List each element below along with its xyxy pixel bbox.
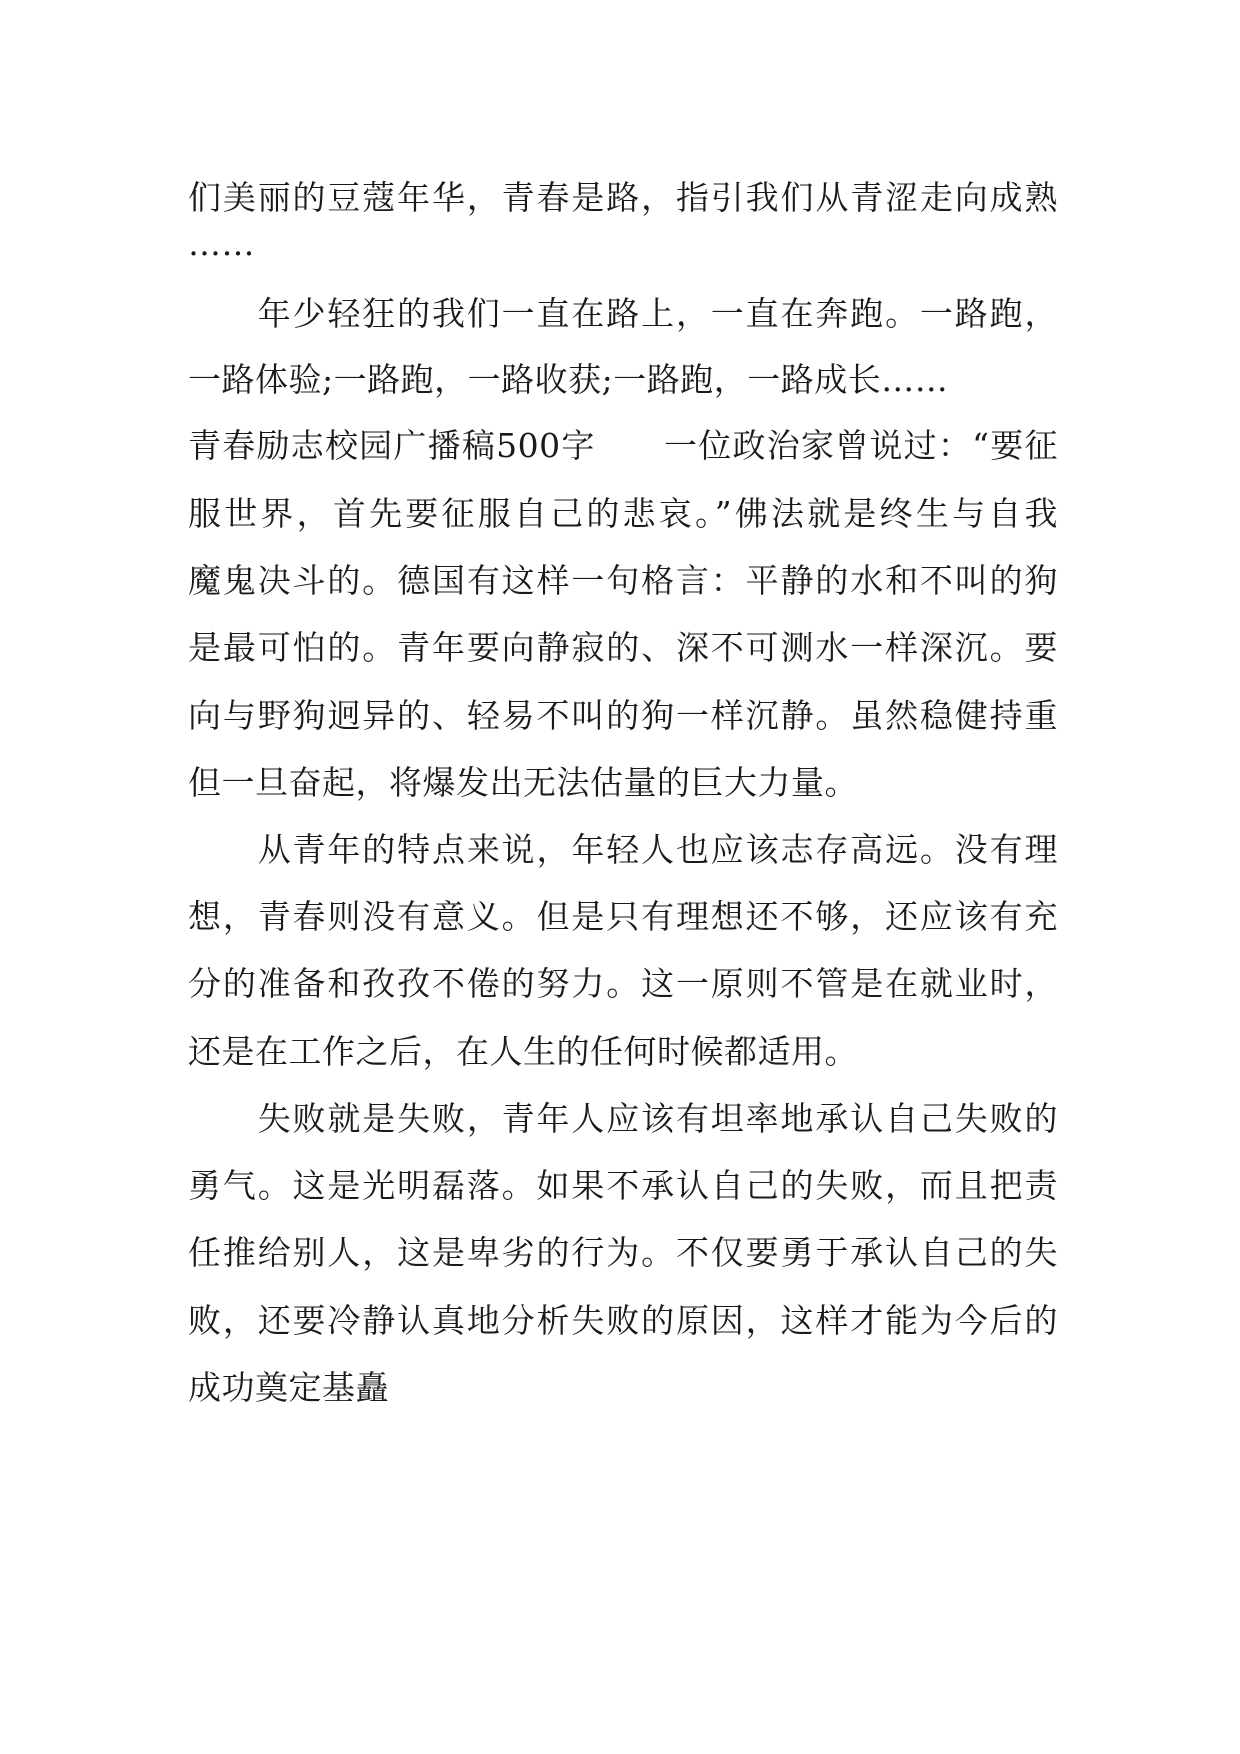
text-line-3: 年少轻狂的我们一直在路上，一直在奔跑。一路跑， [188, 294, 1058, 333]
text-line-2: …… [188, 224, 255, 263]
text-line-10: 但一旦奋起，将爆发出无法估量的巨大力量。 [188, 763, 858, 802]
text-line-18: 败，还要冷静认真地分析失败的原因，这样才能为今后的 [188, 1301, 1058, 1340]
text-line-6: 服世界，首先要征服自己的悲哀。”佛法就是终生与自我 [188, 494, 1058, 533]
text-line-13: 分的准备和孜孜不倦的努力。这一原则不管是在就业时， [188, 964, 1058, 1003]
text-line-19: 成功奠定基矗 [188, 1368, 389, 1407]
text-line-7: 魔鬼决斗的。德国有这样一句格言：平静的水和不叫的狗 [188, 561, 1058, 600]
text-line-15: 失败就是失败，青年人应该有坦率地承认自己失败的 [188, 1099, 1058, 1138]
text-line-4: 一路体验;一路跑，一路收获;一路跑，一路成长…… [188, 360, 949, 399]
text-line-5: 青春励志校园广播稿500字 一位政治家曾说过：“要征 [188, 426, 1058, 465]
text-line-17: 任推给别人，这是卑劣的行为。不仅要勇于承认自己的失 [188, 1233, 1058, 1272]
text-line-9: 向与野狗迥异的、轻易不叫的狗一样沉静。虽然稳健持重 [188, 696, 1058, 735]
text-line-11: 从青年的特点来说，年轻人也应该志存高远。没有理 [188, 830, 1058, 869]
text-line-12: 想，青春则没有意义。但是只有理想还不够，还应该有充 [188, 897, 1058, 936]
text-line-16: 勇气。这是光明磊落。如果不承认自己的失败，而且把责 [188, 1166, 1058, 1205]
text-line-14: 还是在工作之后，在人生的任何时候都适用。 [188, 1032, 858, 1071]
text-line-8: 是最可怕的。青年要向静寂的、深不可测水一样深沉。要 [188, 628, 1058, 667]
text-line-1: 们美丽的豆蔻年华，青春是路，指引我们从青涩走向成熟 [188, 178, 1058, 217]
